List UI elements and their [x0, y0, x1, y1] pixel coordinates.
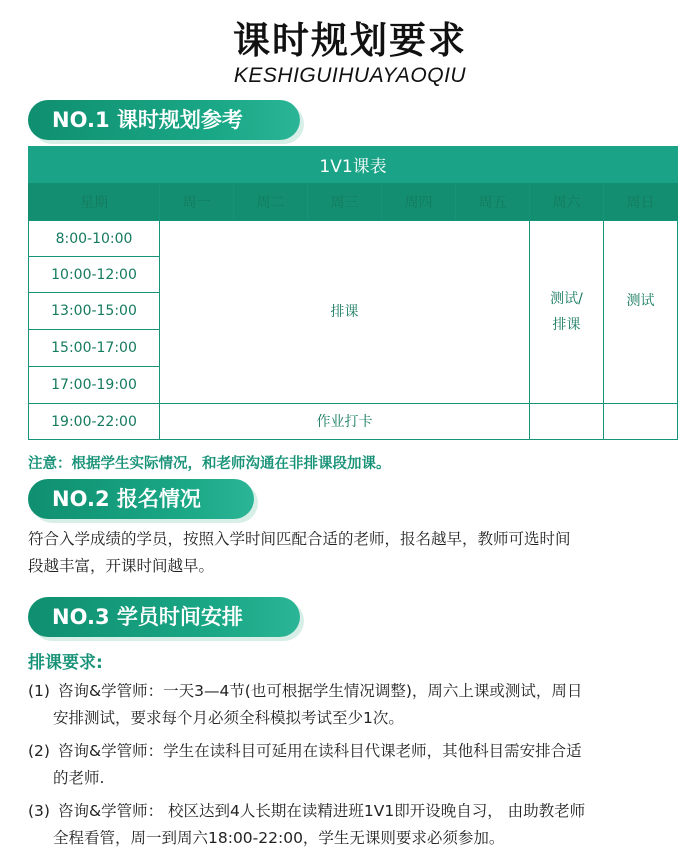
page-subtitle: KESHIGUIHUAYAOQIU — [233, 64, 467, 87]
section-3-label: NO.3 学员时间安排 — [28, 597, 300, 637]
weekday-schedule-block: 排课 — [160, 221, 530, 404]
column-header-fri: 周五 — [456, 183, 530, 221]
sunday-block: 测试 — [604, 221, 678, 404]
enrollment-line: 符合入学成绩的学员，按照入学时间匹配合适的老师，报名越早，教师可选时间 — [28, 530, 571, 548]
column-header-tue: 周二 — [234, 183, 308, 221]
column-header-sun: 周日 — [604, 183, 678, 221]
column-header-mon: 周一 — [160, 183, 234, 221]
time-slot: 17:00-19:00 — [29, 367, 160, 404]
time-slot: 8:00-10:00 — [29, 221, 160, 257]
time-slot: 13:00-15:00 — [29, 293, 160, 330]
column-header-weekday: 星期 — [29, 183, 160, 221]
column-header-thu: 周四 — [382, 183, 456, 221]
time-slot: 19:00-22:00 — [29, 404, 160, 440]
section-2-label: NO.2 报名情况 — [28, 479, 254, 519]
saturday-block: 测试/ 排课 — [530, 221, 604, 404]
table-caption: 1V1课表 — [29, 147, 678, 183]
column-header-wed: 周三 — [308, 183, 382, 221]
time-slot: 15:00-17:00 — [29, 330, 160, 367]
schedule-table — [28, 146, 678, 440]
sunday-evening-cell — [604, 404, 678, 440]
requirements-title: 排课要求: — [28, 653, 103, 673]
section-1-label: NO.1 课时规划参考 — [28, 100, 300, 140]
time-slot: 10:00-12:00 — [29, 257, 160, 293]
saturday-evening-cell — [530, 404, 604, 440]
evening-homework-block: 作业打卡 — [160, 404, 530, 440]
enrollment-paragraph — [28, 526, 688, 580]
requirement-item: (2) 咨询&学管师：学生在读科目可延用在读科目代课老师，其他科目需安排合适 的老师. — [28, 742, 582, 787]
requirement-item: (1) 咨询&学管师：一天3—4节(也可根据学生情况调整)，周六上课或测试，周日 安排测试，要求每个月必须全科模拟考试至少1次。 — [28, 682, 583, 727]
schedule-note: 注意：根据学生实际情况，和老师沟通在非排课段加课。 — [28, 456, 391, 472]
requirement-item: (3) 咨询&学管师： 校区达到4人长期在读精进班1V1即开设晚自习， 由助教老师 全程看管，周一到周六18:00-22:00，学生无课则要求必须参加。 — [28, 802, 586, 847]
enrollment-line: 段越丰富，开课时间越早。 — [28, 557, 215, 575]
page-title: 课时规划要求 — [233, 19, 467, 62]
column-header-sat: 周六 — [530, 183, 604, 221]
